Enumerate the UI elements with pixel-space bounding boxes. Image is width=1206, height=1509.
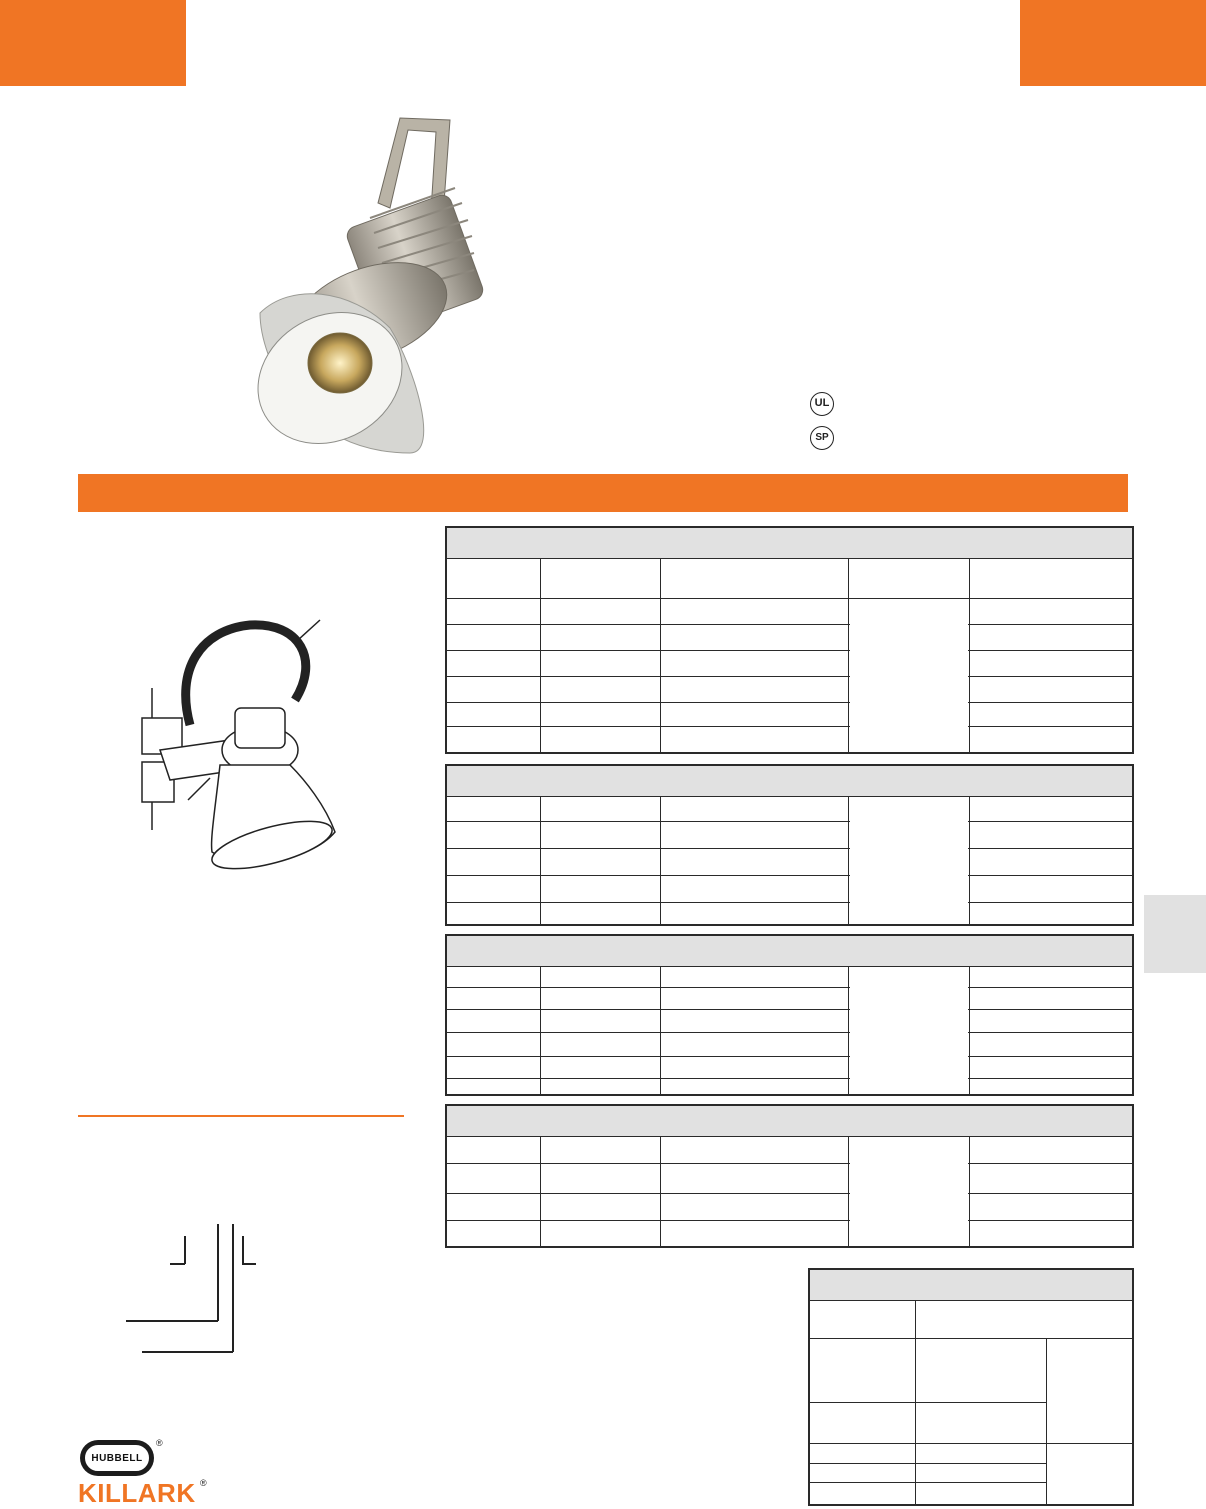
table-row	[447, 797, 1132, 822]
csa-certified-icon: SP	[810, 426, 834, 450]
table-row	[447, 903, 1132, 925]
killark-logo	[78, 1478, 207, 1509]
table-header	[447, 936, 1132, 967]
table-row	[447, 727, 1132, 751]
table-row	[447, 651, 1132, 677]
top-left-tab	[0, 0, 186, 86]
hubbell-wordmark: HUBBELL	[91, 1452, 143, 1464]
table-row	[447, 1221, 1132, 1247]
section-divider	[78, 1115, 404, 1117]
product-photo	[240, 108, 530, 468]
catalog-table-4	[445, 1104, 1134, 1248]
table-row	[447, 599, 1132, 625]
table-header	[447, 1106, 1132, 1137]
table-row	[447, 1010, 1132, 1033]
table-row	[447, 988, 1132, 1010]
table-row	[447, 967, 1132, 988]
side-index-tab	[1144, 895, 1206, 973]
table-row	[447, 1164, 1132, 1194]
killark-wordmark: KILLARK	[78, 1478, 196, 1508]
top-right-tab	[1020, 0, 1206, 86]
table-row	[447, 1137, 1132, 1164]
options-table	[808, 1268, 1134, 1506]
table-row	[447, 876, 1132, 903]
table-row	[447, 1033, 1132, 1057]
hubbell-registered-mark: ®	[156, 1438, 163, 1448]
table-row	[447, 703, 1132, 727]
table-column-header-row	[447, 559, 1132, 599]
table-row	[447, 822, 1132, 849]
section-header-bar	[78, 474, 1128, 512]
table-header	[447, 528, 1132, 559]
catalog-table-3	[445, 934, 1134, 1096]
catalog-table-1	[445, 526, 1134, 754]
table-row	[447, 677, 1132, 703]
hubbell-logo-icon	[80, 1440, 154, 1476]
table-row	[447, 1194, 1132, 1221]
table-row	[447, 1057, 1132, 1079]
table-row	[447, 849, 1132, 876]
ul-listed-icon: UL	[810, 392, 834, 416]
mounting-diagram	[120, 600, 360, 890]
killark-registered-mark: ®	[200, 1478, 207, 1488]
table-row	[447, 625, 1132, 651]
table-header	[447, 766, 1132, 797]
catalog-table-2	[445, 764, 1134, 926]
table-row	[447, 1079, 1132, 1095]
